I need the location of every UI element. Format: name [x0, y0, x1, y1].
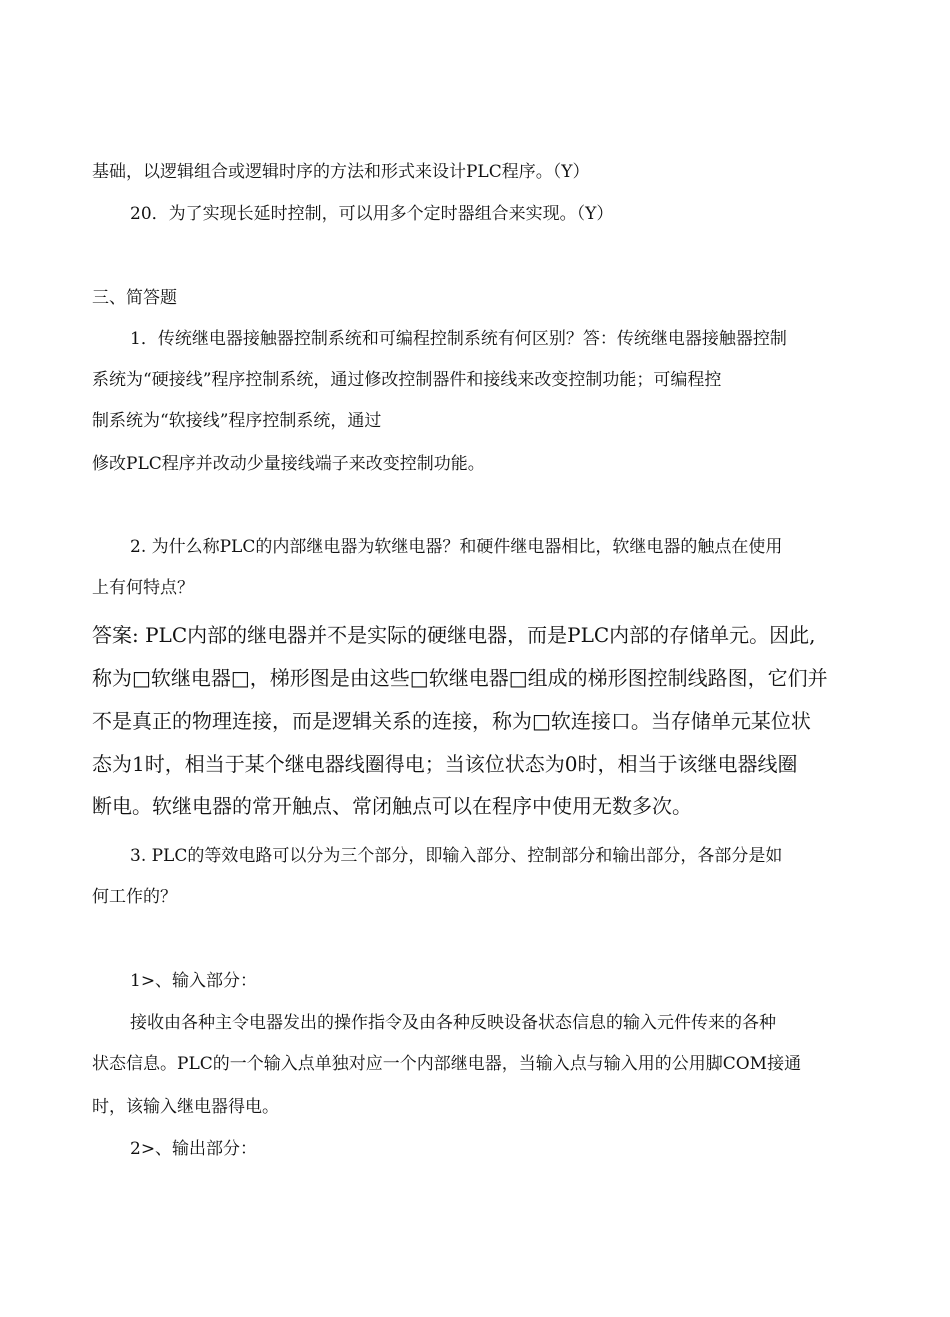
answer-line: 不是真正的物理连接，而是逻辑关系的连接，称为□软连接口。当存储单元某位状	[92, 709, 811, 733]
question-3: 3. PLC的等效电路可以分为三个部分，即输入部分、控制部分和输出部分，各部分是如	[130, 846, 783, 866]
answer-line	[92, 622, 816, 648]
answer-label: 答案	[92, 623, 132, 647]
answer-line: 称为□软继电器□，梯形图是由这些□软继电器□组成的梯形图控制线路图，它们并	[92, 666, 828, 690]
answer-line: 断电。软继电器的常开触点、常闭触点可以在程序中使用无数多次。	[92, 794, 692, 818]
section-heading: 三、简答题	[92, 288, 177, 308]
text-line: 系统为“硬接线”程序控制系统，通过修改控制器件和接线来改变控制功能；可编程控	[92, 370, 722, 390]
subheading: 1>、输入部分：	[130, 971, 258, 991]
question-2: 2. 为什么称PLC的内部继电器为软继电器？和硬件继电器相比，软继电器的触点在使用	[130, 537, 783, 557]
text-line: 接收由各种主令电器发出的操作指令及由各种反映设备状态信息的输入元件传来的各种	[130, 1013, 776, 1033]
text-line: 时，该输入继电器得电。	[92, 1097, 279, 1117]
text-line: 20．为了实现长延时控制，可以用多个定时器组合来实现。（Y）	[130, 204, 614, 224]
subheading: 2>、输出部分：	[130, 1139, 258, 1159]
text-line: 修改PLC程序并改动少量接线端子来改变控制功能。	[92, 454, 485, 474]
text-line: 制系统为“软接线”程序控制系统，通过	[92, 411, 382, 431]
text-line: 状态信息。PLC的一个输入点单独对应一个内部继电器，当输入点与输入用的公用脚COM接通	[92, 1054, 802, 1074]
answer-line: 态为1时，相当于某个继电器线圈得电；当该位状态为0时，相当于该继电器线圈	[92, 752, 798, 776]
text-line: 何工作的？	[92, 887, 177, 907]
question-1: 1．传统继电器接触器控制系统和可编程控制系统有何区别？答：传统继电器接触器控制	[130, 329, 787, 349]
text-line: 基础，以逻辑组合或逻辑时序的方法和形式来设计PLC程序。（Y）	[92, 162, 590, 182]
text-line: 上有何特点？	[92, 578, 194, 598]
answer-text: : PLC内部的继电器并不是实际的硬继电器，而是PLC内部的存储单元。因此,	[132, 623, 816, 647]
